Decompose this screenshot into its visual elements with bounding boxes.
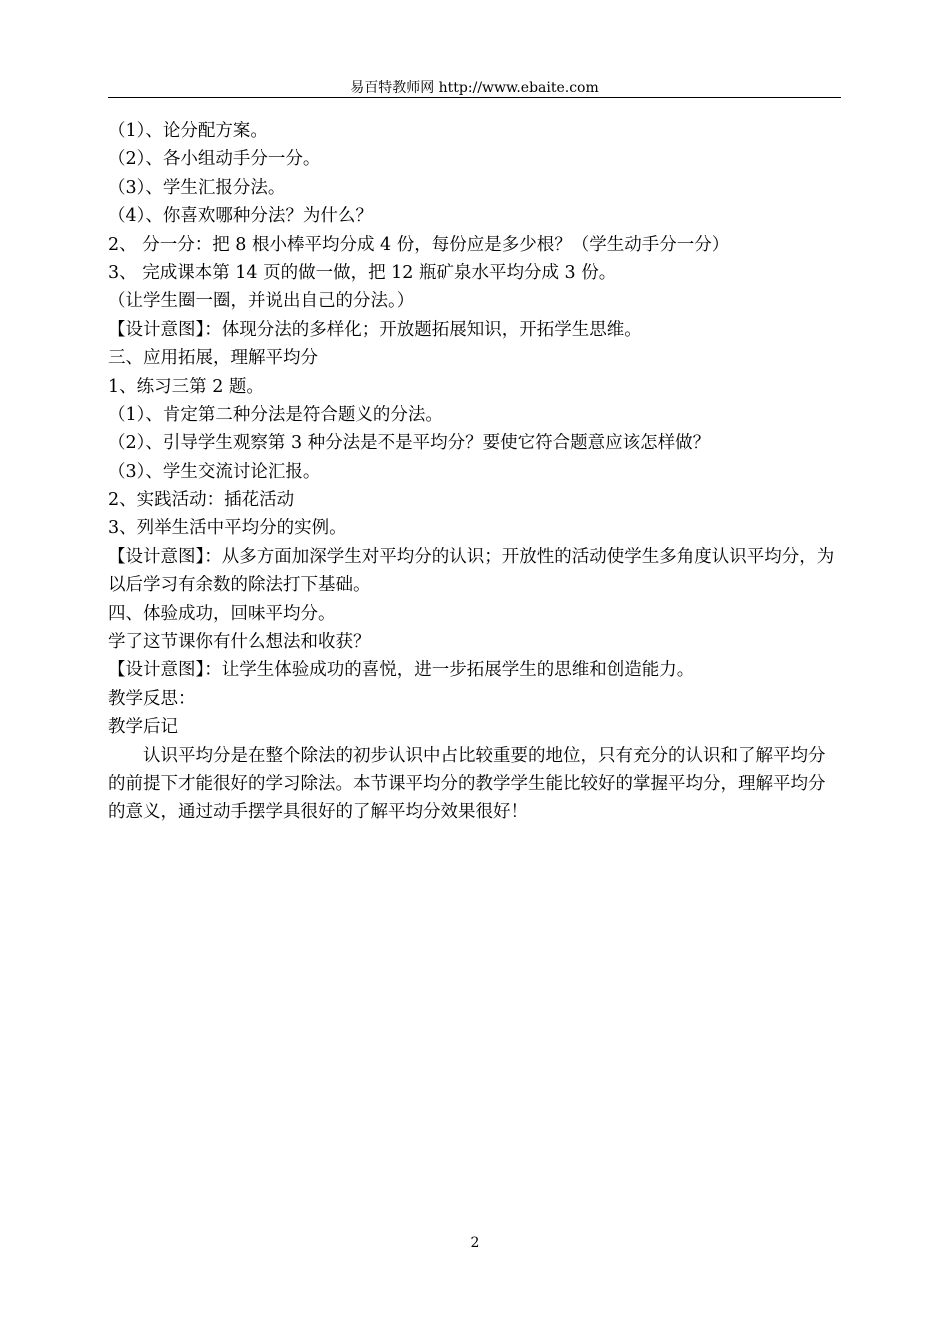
teaching-reflection-label: 教学反思： [108, 688, 196, 709]
reflection-paragraph: 认识平均分是在整个除法的初步认识中占比较重要的地位，只有充分的认识和了解平均分的前提下才能很好的学习除法。本节课平均分的教学学生能比较好的掌握平均分，理解平均分的意义，通过动手摆学具很好的了解平均分效果很好！ [108, 745, 826, 823]
text-line: （3）、学生汇报分法。 [108, 177, 286, 198]
text-line: 1、练习三第 2 题。 [108, 376, 264, 397]
section-heading-4: 四、体验成功，回味平均分。 [108, 603, 336, 624]
design-intent-1: 【设计意图】：体现分法的多样化；开放题拓展知识，开拓学生思维。 [108, 319, 642, 340]
design-intent-2: 【设计意图】：从多方面加深学生对平均分的认识；开放性的活动使学生多角度认识平均分，为以后学习有余数的除法打下基础。 [108, 546, 835, 596]
text-line: 学了这节课你有什么想法和收获？ [108, 632, 371, 653]
text-line: 2、实践活动：插花活动 [108, 490, 295, 511]
text-line: （让学生圈一圈，并说出自己的分法。） [108, 291, 415, 312]
text-line: 3、列举生活中平均分的实例。 [108, 518, 347, 539]
text-line: 2、 分一分：把 8 根小棒平均分成 4 份，每份应是多少根？（学生动手分一分） [108, 234, 730, 255]
text-line: （4）、你喜欢哪种分法？为什么？ [108, 206, 373, 227]
text-line: 3、 完成课本第 14 页的做一做，把 12 瓶矿泉水平均分成 3 份。 [108, 262, 617, 283]
text-line: （2）、引导学生观察第 3 种分法是不是平均分？要使它符合题意应该怎样做？ [108, 433, 711, 454]
document-body [108, 117, 841, 827]
page-number: 2 [470, 1235, 480, 1251]
text-line: （2）、各小组动手分一分。 [108, 149, 321, 170]
design-intent-3: 【设计意图】：让学生体验成功的喜悦，进一步拓展学生的思维和创造能力。 [108, 660, 695, 681]
text-line: （1）、论分配方案。 [108, 121, 268, 141]
text-line: （1）、肯定第二种分法是符合题义的分法。 [108, 404, 443, 425]
header-rule [108, 97, 841, 98]
text-line: （3）、学生交流讨论汇报。 [108, 461, 321, 482]
page-header: 易百特教师网 http://www.ebaite.com [350, 80, 599, 96]
section-heading-3: 三、应用拓展，理解平均分 [108, 348, 318, 369]
teaching-notes-label: 教学后记 [108, 717, 178, 738]
